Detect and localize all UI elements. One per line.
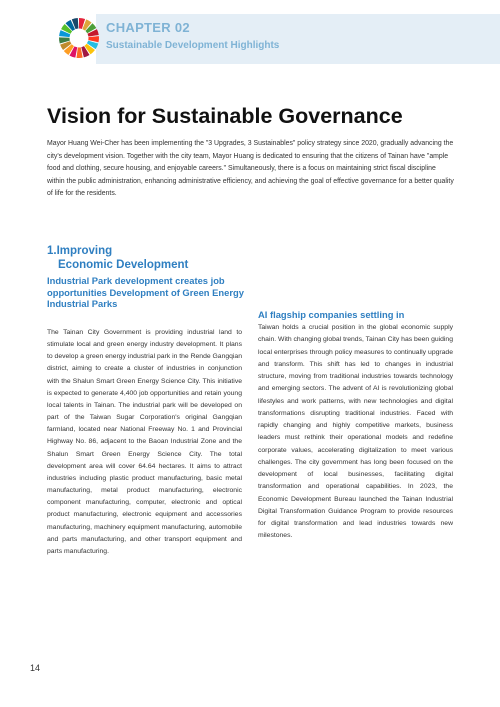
- section-subheading: Industrial Park development creates job opportunities Development of Green Energy Industrial Parks: [47, 275, 244, 309]
- section-heading: [47, 244, 188, 272]
- sdg-color-wheel-icon: [58, 17, 100, 59]
- page-title: Vision for Sustainable Governance: [47, 104, 403, 128]
- chapter-label: CHAPTER 02: [106, 20, 190, 35]
- intro-paragraph: Mayor Huang Wei-Cher has been implementing the "3 Upgrades, 3 Sustainables" policy strategy since 2020, gradually advancing the city's development vision. Together with the city team, Mayor Huang is dedicated to ensuring that the citizens of Tainan have "ample food and clothing, secure housing, and enjoyable careers." Simultaneously, there is a focus on maintaining strict fiscal discipline within the public administration, enhancing administrative efficiency, and achieving the goal of effective governance for a better quality of life for the residents.: [47, 140, 454, 197]
- body-text-right: Taiwan holds a crucial position in the global economic supply chain. With changing global trends, Tainan City has been guiding local enterprises through policy measures to continually upgrade and transform. This shift has led to changes in industrial structure, moving from traditional industries towards technology and emerging sectors. The advent of AI is revolutionizing global lifestyles and work patterns, with new technologies and digital transformations disrupting traditional industries. Faced with rapidly changing and highly competitive markets, business leaders must rethink their operational models and redefine corporate values, accelerating digitalization to meet various challenges. The city government has long been focused on the development of local businesses, facilitating digital transformation and operational capabilities. In 2023, the Economic Development Bureau launched the Tainan Industrial Digital Transformation Guidance Program to provide resources for digital transformation and lead industries towards new milestones.: [258, 324, 453, 540]
- chapter-subtitle: Sustainable Development Highlights: [106, 40, 280, 51]
- section-heading-line1: 1.Improving: [47, 245, 113, 257]
- body-text-left: The Tainan City Government is providing industrial land to stimulate local and green energy industry development. It plans to develop a green energy industrial park in the Rende Gangqian district, aiming to create a cluster of industries in conjunction with the Shalun Smart Green Energy Science City. This initiative is expected to generate 4,400 job opportunities and retain young local talents in Tainan. The industrial park will be developed on part of the Taiwan Sugar Corporation's original Gangqian farmland, located near National Freeway No. 1 and Provincial Highway No. 86, adjacent to the Baoan Industrial Zone and the Shalun Smart Green Energy Science City. The total development area will cover 64.64 hectares. It aims to attract industries including plastic product manufacturing, basic metal manufacturing, metal product manufacturing, electronic component manufacturing, computer, electronic and optical product manufacturing, electronic equipment and accessories manufacturing, machinery equipment manufacturing, automobile and parts manufacturing, and other transport equipment and parts manufacturing.: [47, 329, 242, 555]
- section-heading-line2: Economic Development: [58, 259, 189, 271]
- page-number: 14: [30, 663, 41, 673]
- right-column-heading: AI flagship companies settling in: [258, 309, 405, 320]
